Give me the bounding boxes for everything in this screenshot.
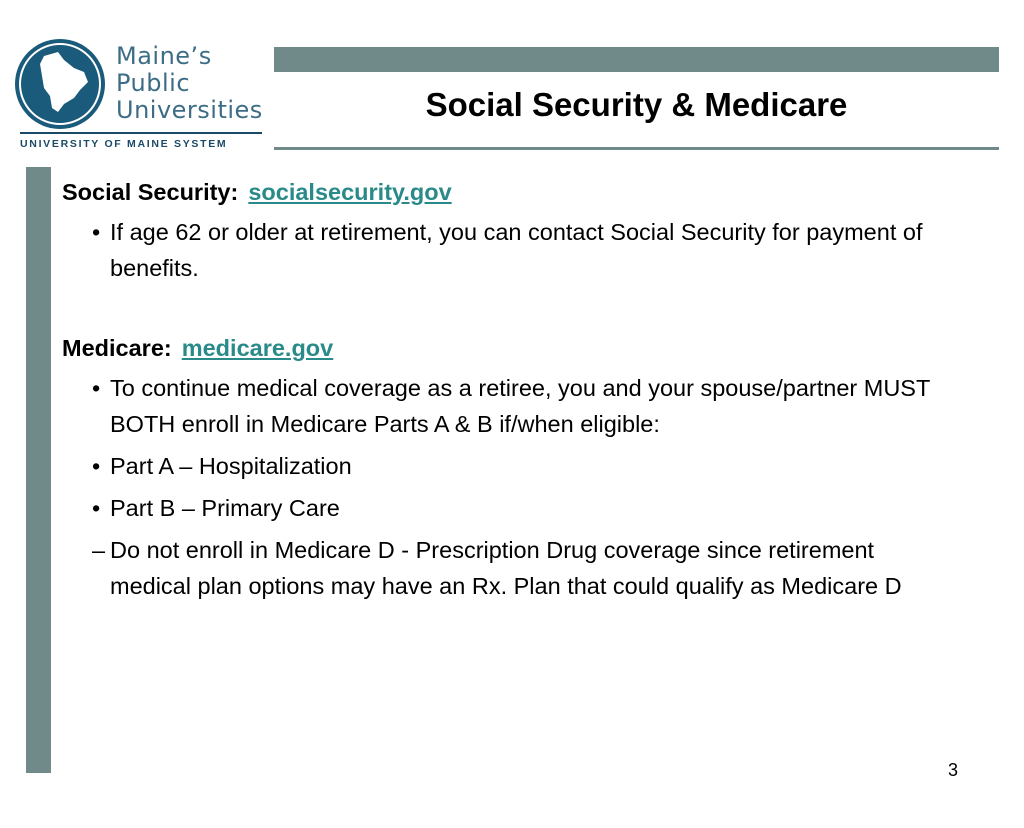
list-item [62, 370, 942, 442]
list-item [62, 532, 942, 604]
socialsecurity-link[interactable]: socialsecurity.gov [248, 179, 452, 205]
header-bar [274, 47, 999, 72]
list-item-text: Do not enroll in Medicare D - Prescription Drug coverage since retirement medical plan options may have an Rx. Plan that could qualify as Medicare D [110, 537, 902, 599]
list-item-text: Part B – Primary Care [110, 495, 340, 521]
logo-text-line1: Maine’s [116, 42, 212, 70]
bullet-icon: • [92, 219, 101, 245]
slide-title: Social Security & Medicare [425, 86, 848, 123]
social-security-heading [62, 174, 942, 210]
dash-icon: – [92, 537, 106, 563]
logo-divider [20, 132, 262, 134]
bullet-icon: • [92, 375, 101, 401]
list-item-text: To continue medical coverage as a retiree, you and your spouse/partner MUST BOTH enroll in Medicare Parts A & B if/when eligible: [110, 375, 930, 437]
page-number: 3 [948, 760, 959, 780]
bullet-icon: • [92, 495, 101, 521]
logo-system-name: UNIVERSITY OF MAINE SYSTEM [20, 138, 228, 150]
title-underline [274, 147, 999, 150]
logo-text-line3: Universities [116, 96, 263, 124]
maine-seal-icon [14, 38, 106, 130]
medicare-heading [62, 330, 942, 366]
university-logo [14, 38, 263, 154]
side-accent-bar [26, 167, 51, 773]
list-item [62, 448, 942, 484]
bullet-icon: • [92, 453, 101, 479]
list-item [62, 214, 942, 286]
logo-text-line2: Public [116, 69, 191, 97]
medicare-link[interactable]: medicare.gov [181, 335, 334, 361]
social-security-label: Social Security: [62, 179, 239, 205]
list-item [62, 490, 942, 526]
list-item-text: Part A – Hospitalization [110, 453, 352, 479]
medicare-label: Medicare: [62, 335, 172, 361]
list-item-text: If age 62 or older at retirement, you can contact Social Security for payment of benefits. [110, 219, 923, 281]
slide-content [62, 174, 942, 610]
